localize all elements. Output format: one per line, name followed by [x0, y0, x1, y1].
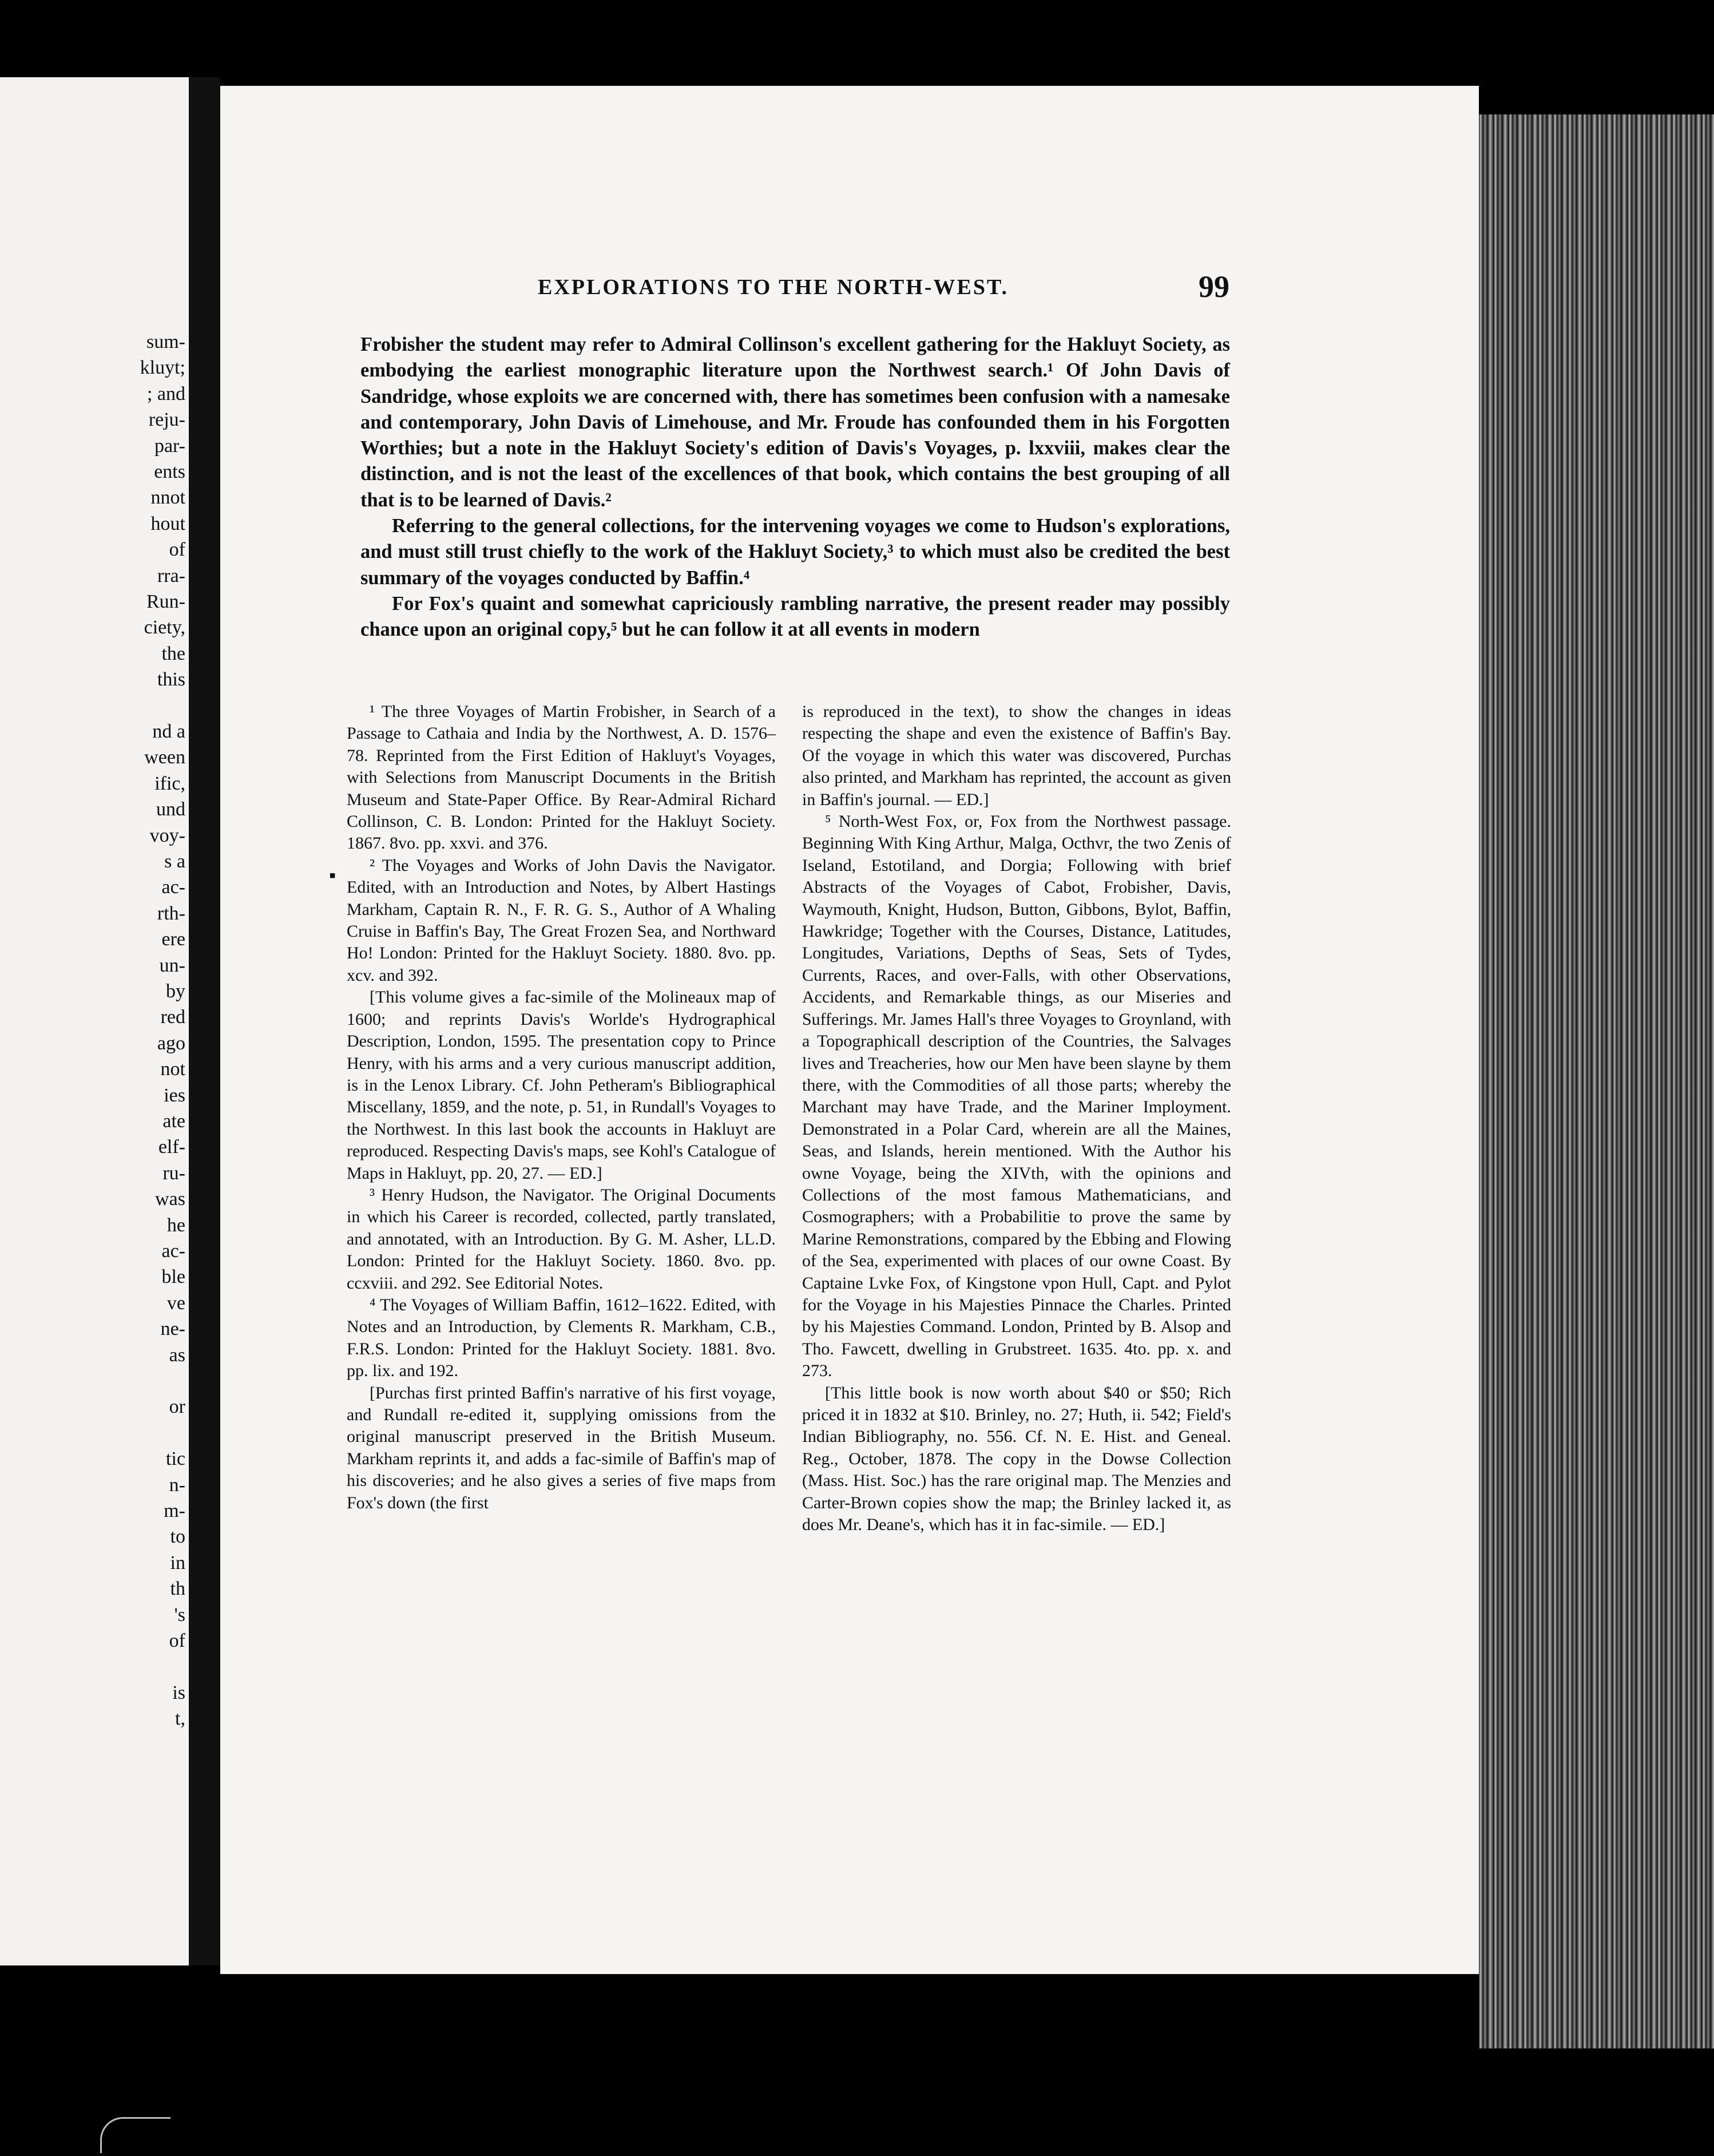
facing-page-fragment: n- — [169, 1474, 185, 1496]
facing-page-fragment: tic — [166, 1448, 185, 1470]
facing-page-fragment: und — [156, 799, 185, 821]
facing-page-fragment: ne- — [160, 1318, 185, 1340]
facing-page-fragment: ies — [164, 1084, 185, 1106]
facing-page-fragment: ate — [162, 1111, 185, 1132]
facing-page-fragment: ciety, — [144, 617, 185, 639]
facing-page-fragment: reju- — [148, 409, 185, 431]
facing-page-fragment: ific, — [154, 772, 185, 794]
facing-page-fragment: rth- — [157, 902, 185, 924]
facing-page-fragment: of — [169, 1630, 185, 1651]
footnote: ⁵ North-West Fox, or, Fox from the Northwest passage. Beginning With King Arthur, Malga, Octhvr, the two Zenis of Iseland, Estotiland, and Dorgia; Following with brief Abstracts of the Voyages of Cabot, Frobisher, Davis, Waymouth, Knight, Hudson, Button, Gibbons, Bylot, Baffin, Hawkridge; Together with the Courses, Distance, Latitudes, Longitudes, Variations, Depths of Seas, Sets of Tydes, Currents, Races, and over-Falls, with other Observations, Accidents, and Remarkable things, as our Miseries and Sufferings. Mr. James Hall's three Voyages to Groynland, with a Topographicall description of the Countries, the Salvages lives and Treacheries, how our Men have been slayne by them there, with the Commodities of all those parts; whereby the Marchant may have Trade, and the Mariner Imployment. Demonstrated in a Polar Card, wherein are all the Maines, Seas, and Islands, herein mentioned. With the Author his owne Voyage, being the XIVth, with the opinions and Collections of the most famous Mathematicians, and Cosmographers; with a Probabilitie to prove the same by Marine Remonstrations, compared by the Ebbing and Flowing of the Sea, experimented with places of our owne Coast. By Captaine Lvke Fox, of Kingstone vpon Hull, Capt. and Pylot for the Voyage in his Majesties Pinnace the Charles. Printed by his Majesties Command. London, Printed by B. Alsop and Tho. Fawcett, dwelling in Grubstreet. 1635. 4to. pp. x. and 273. — [802, 812, 1231, 1381]
facing-page-fragment: by — [166, 981, 185, 1002]
facing-page-fragment: m- — [164, 1500, 185, 1521]
facing-page-fragment: of — [169, 539, 185, 561]
facing-page-fragment: or — [169, 1396, 185, 1418]
facing-page-fragment: hout — [150, 513, 185, 534]
facing-page — [0, 77, 189, 1965]
facing-page-fragment: he — [166, 1214, 185, 1236]
facing-page-fragment: ween — [144, 747, 185, 768]
margin-mark: ▪ — [329, 865, 336, 886]
facing-page-fragment: t, — [175, 1708, 185, 1730]
main-text — [360, 332, 1230, 643]
footnote: [This volume gives a fac-simile of the Molineaux map of 1600; and reprints Davis's Worlde's Hydrographical Description, London, 1595. The presentation copy to Prince Henry, with his arms and a very curious manuscript addition, is in the Lenox Library. Cf. John Petheram's Bibliographical Miscellany, 1859, and the note, p. 51, in Rundall's Voyages to the Northwest. In this last book the accounts in Hakluyt are reproduced. Respecting Davis's maps, see Kohl's Catalogue of Maps in Hakluyt, pp. 20, 27. — ED.] — [347, 988, 776, 1183]
facing-page-fragment: 's — [174, 1604, 185, 1626]
facing-page-fragment: to — [170, 1526, 185, 1548]
footnotes-right-column — [802, 701, 1231, 1536]
facing-page-fragment: not — [160, 1059, 185, 1080]
paragraph: Referring to the general collections, for the intervening voyages we come to Hudson's explorations, and must still trust chiefly to the work of the Hakluyt Society,³ to which must also be credited the best summary of the voyages conducted by Baffin.⁴ — [360, 515, 1230, 589]
facing-page-fragment: ve — [166, 1292, 185, 1314]
facing-page-fragment: red — [160, 1006, 185, 1028]
running-head: EXPLORATIONS TO THE NORTH-WEST. — [538, 275, 1009, 299]
facing-page-fragment: ac- — [161, 877, 185, 898]
facing-page-fragment: ac- — [161, 1241, 185, 1262]
footnote: [Purchas first printed Baffin's narrative of his first voyage, and Rundall re-edited it, supplying omissions from the original manuscript preserved in the British Museum. Markham reprints it, and adds a fac-simile of Baffin's map of his discoveries; and he also gives a series of five maps from Fox's down (the first — [347, 1383, 776, 1512]
facing-page-fragment: the — [161, 643, 185, 664]
facing-page-fragment: was — [155, 1188, 185, 1210]
footnotes-left-column — [347, 701, 776, 1514]
footnote: is reproduced in the text), to show the changes in ideas respecting the shape and even the existence of Baffin's Bay. Of the voyage in which this water was discovered, Purchas also printed, and Markham has reprinted, the account as given in Baffin's journal. — ED.] — [802, 702, 1231, 809]
facing-page-fragment: s a — [164, 851, 185, 872]
footnote: ¹ The three Voyages of Martin Frobisher, in Search of a Passage to Cathaia and India by the Northwest, A. D. 1576–78. Reprinted from the First Edition of Hakluyt's Voyages, with Selections from Manuscript Documents in the British Museum and State-Paper Office. By Rear-Admiral Richard Collinson, C. B. London: Printed for the Hakluyt Society. 1867. 8vo. pp. xxvi. and 376. — [347, 702, 776, 853]
facing-page-fragment: ; and — [146, 383, 185, 405]
facing-page-fragment: ere — [161, 929, 185, 950]
facing-page-fragment: rra- — [157, 565, 185, 586]
page-edges — [1479, 114, 1714, 2048]
facing-page-fragment: un- — [159, 954, 185, 976]
facing-page-fragment: voy- — [149, 825, 185, 846]
facing-page-fragment: par- — [154, 435, 185, 457]
facing-page-fragment: sum- — [146, 331, 185, 352]
paragraph: Frobisher the student may refer to Admiral Collinson's excellent gathering for the Hakluyt Society, as embodying the earliest monographic literature upon the Northwest search.¹ Of John Davis of Sandridge, whose exploits we are concerned with, there has sometimes been confusion with a namesake and contemporary, John Davis of Limehouse, and Mr. Froude has confounded them in his Forgotten Worthies; but a note in the Hakluyt Society's edition of Davis's Voyages, p. lxxviii, makes clear the distinction, and is not the least of the excellences of that book, which contains the best grouping of all that is to be learned of Davis.² — [360, 334, 1230, 511]
book-gutter — [189, 77, 220, 1965]
facing-page-fragment: this — [157, 669, 185, 691]
footnote: ³ Henry Hudson, the Navigator. The Original Documents in which his Career is recorded, collected, partly translated, and annotated, with an Introduction. By G. M. Asher, LL.D. London: Printed for the Hakluyt Society. 1860. 8vo. pp. ccxviii. and 292. See Editorial Notes. — [347, 1185, 776, 1293]
footnote: [This little book is now worth about $40 or $50; Rich priced it in 1832 at $10. Brinley, no. 27; Huth, ii. 542; Field's Indian Bibliography, no. 556. Cf. N. E. Hist. and Geneal. Reg., October, 1878. The copy in the Dowse Collection (Mass. Hist. Soc.) has the rare original map. The Menzies and Carter-Brown copies show the map; the Brinley lacked it, as does Mr. Deane's, which has it in fac-simile. — ED.] — [802, 1383, 1231, 1535]
facing-page-fragment: ents — [154, 461, 185, 482]
facing-page-fragment: Run- — [146, 591, 185, 612]
facing-page-fragment: th — [170, 1578, 185, 1600]
page-number: 99 — [1199, 270, 1229, 304]
facing-page-fragment: ago — [157, 1032, 185, 1054]
facing-page-fragment: ble — [161, 1266, 185, 1288]
facing-page-fragment: elf- — [158, 1136, 185, 1158]
facing-page-fragment: is — [172, 1682, 185, 1703]
facing-page-fragment: kluyt; — [140, 357, 185, 379]
paragraph: For Fox's quaint and somewhat capriciously rambling narrative, the present reader may possibly chance upon an original copy,⁵ but he can follow it at all events in modern — [360, 592, 1230, 641]
facing-page-fragment: nnot — [150, 487, 185, 509]
footnote: ⁴ The Voyages of William Baffin, 1612–1622. Edited, with Notes and an Introduction, by Clements R. Markham, C.B., F.R.S. London: Printed for the Hakluyt Society. 1881. 8vo. pp. lix. and 192. — [347, 1295, 776, 1381]
scan-corner-mark — [100, 2117, 170, 2153]
facing-page-fragment: as — [169, 1344, 185, 1366]
footnote: ² The Voyages and Works of John Davis the Navigator. Edited, with an Introduction and Notes, by Albert Hastings Markham, Captain R. N., F. R. G. S., Author of A Whaling Cruise in Baffin's Bay, The Great Frozen Sea, and Northward Ho! London: Printed for the Hakluyt Society. 1880. 8vo. pp. xcv. and 392. — [347, 855, 776, 985]
facing-page-fragment: in — [170, 1552, 185, 1574]
facing-page-fragment: nd a — [152, 721, 185, 742]
facing-page-fragment: ru- — [162, 1162, 185, 1184]
